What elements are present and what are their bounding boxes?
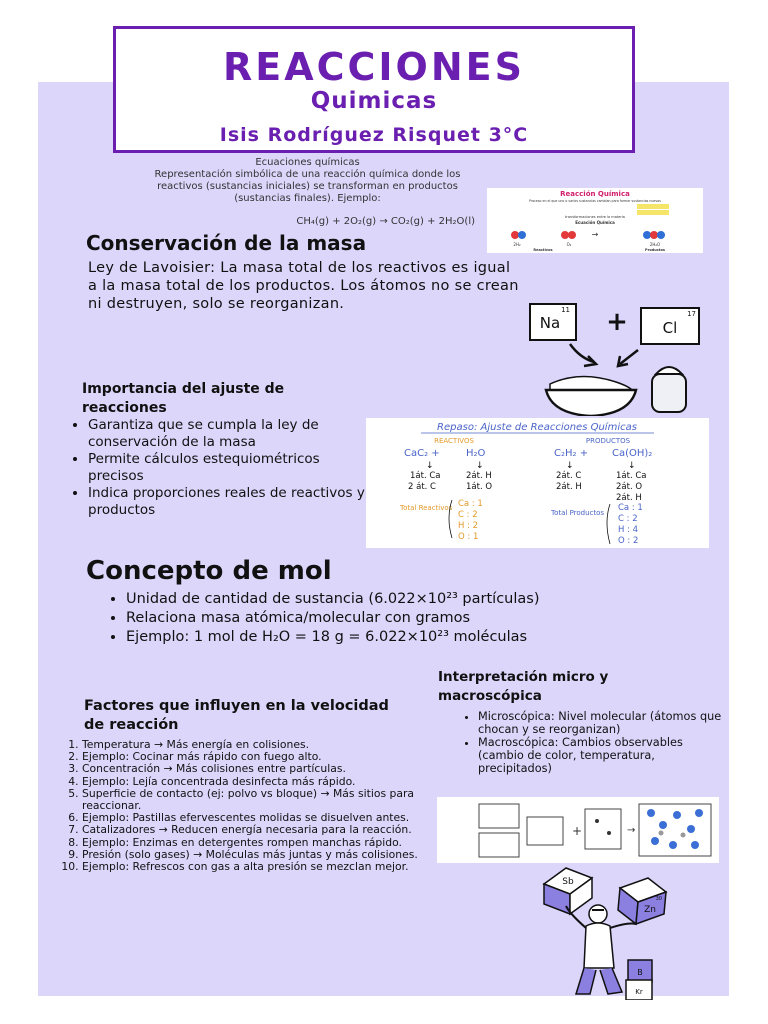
list-item: 3. Concentración → Más colisiones entre partículas. bbox=[82, 763, 437, 775]
list-item: • Indica proporciones reales de reactivos y productos bbox=[88, 485, 368, 519]
repaso-title: Repaso: Ajuste de Reacciones Químicas bbox=[437, 422, 637, 433]
infographic-equation-label: Ecuación Química bbox=[575, 220, 615, 225]
repaso-reactivos: REACTIVOS bbox=[434, 437, 474, 445]
svg-text:↓: ↓ bbox=[628, 461, 636, 471]
lab-coat bbox=[584, 923, 614, 968]
interpretation-heading: Interpretación micro y macroscópica bbox=[438, 669, 609, 704]
list-item: • Relaciona masa atómica/molecular con gramos bbox=[126, 609, 696, 627]
importance-list bbox=[70, 417, 368, 519]
list-item: • Ejemplo: 1 mol de H₂O = 18 g = 6.022×10²³ moléculas bbox=[126, 628, 696, 646]
svg-text:O : 2: O : 2 bbox=[618, 536, 639, 546]
infographic-m2: O₂ bbox=[566, 242, 572, 247]
infographic-caption: transformaciones entre la materia bbox=[565, 215, 625, 219]
repaso-r1: CaC₂ + bbox=[404, 448, 440, 459]
kr-cube bbox=[626, 980, 652, 1000]
svg-text:2át. H: 2át. H bbox=[616, 493, 642, 503]
zn-symbol: Zn bbox=[644, 905, 656, 915]
infographic-m1: 2H₂ bbox=[513, 242, 521, 247]
sb-symbol: Sb bbox=[562, 877, 574, 887]
bowl-icon bbox=[546, 390, 636, 416]
zn-cube bbox=[618, 878, 666, 924]
repaso-total-reactivos: Total Reactivos bbox=[400, 504, 453, 512]
micro-macro-image bbox=[437, 797, 719, 863]
list-item: • Permite cálculos estequiométricos precisos bbox=[88, 451, 368, 485]
infographic-m3: 2H₂O bbox=[649, 242, 661, 247]
list-item: • Unidad de cantidad de sustancia (6.022×10²³ partículas) bbox=[126, 590, 596, 608]
b-cube bbox=[628, 960, 652, 982]
list-item: • Macroscópica: Cambios observables (cambio de color, temperatura, precipitados) bbox=[478, 736, 724, 775]
svg-text:Ca : 1: Ca : 1 bbox=[618, 503, 643, 513]
list-item: • Garantiza que se cumpla la ley de conservación de la masa bbox=[88, 417, 368, 451]
sodium-tile bbox=[530, 304, 576, 340]
svg-text:2át. O: 2át. O bbox=[616, 482, 643, 492]
conservation-heading: Conservación de la masa bbox=[86, 231, 367, 255]
conservation-text: Ley de Lavoisier: La masa total de los reactivos es igual a la masa total de los productos. Los átomos no se crean ni destruyen, solo se reorganizan. bbox=[88, 260, 519, 312]
repaso-r2: H₂O bbox=[466, 448, 486, 459]
sb-cube bbox=[544, 868, 592, 914]
repaso-p1: C₂H₂ + bbox=[554, 448, 589, 459]
svg-text:↓: ↓ bbox=[426, 461, 434, 471]
chlorine-symbol: Cl bbox=[662, 319, 678, 337]
salt-illustration bbox=[520, 296, 720, 416]
svg-text:Ca : 1: Ca : 1 bbox=[458, 499, 483, 509]
svg-text:H : 2: H : 2 bbox=[458, 521, 479, 531]
infographic-title: Reacción Química bbox=[560, 190, 630, 198]
repaso-total-productos: Total Productos bbox=[551, 509, 605, 517]
salt-shaker-icon bbox=[652, 374, 686, 412]
svg-text:2át. H: 2át. H bbox=[466, 471, 492, 481]
list-item: 2. Ejemplo: Cocinar más rápido con fuego alto. bbox=[82, 751, 437, 763]
svg-text:C : 2: C : 2 bbox=[458, 510, 478, 520]
chlorine-tile bbox=[641, 308, 699, 344]
scientist-illustration bbox=[536, 864, 686, 1000]
svg-text:H : 4: H : 4 bbox=[618, 525, 639, 535]
svg-text:1át. O: 1át. O bbox=[466, 482, 493, 492]
intro-block bbox=[140, 157, 475, 228]
intro-text: Representación simbólica de una reacción química donde los reactivos (sustancias iniciales) se transforman en productos (sustancias finales). Ejemplo: bbox=[154, 169, 461, 204]
mol-list bbox=[108, 590, 696, 647]
intro-heading: Ecuaciones químicas bbox=[255, 157, 360, 168]
list-item: 10. Ejemplo: Refrescos con gas a alta presión se mezclan mejor. bbox=[82, 861, 437, 873]
svg-text:O : 1: O : 1 bbox=[458, 532, 479, 542]
infographic-svg bbox=[487, 188, 703, 253]
kr-symbol: Kr bbox=[635, 988, 643, 996]
scientist-head bbox=[589, 905, 607, 923]
salt-pile bbox=[550, 376, 632, 390]
list-item: 8. Ejemplo: Enzimas en detergentes rompen manchas rápido. bbox=[82, 837, 437, 849]
repaso-productos: PRODUCTOS bbox=[585, 437, 631, 445]
list-item: 7. Catalizadores → Reducen energía necesaria para la reacción. bbox=[82, 824, 437, 836]
arrow-right-icon bbox=[620, 350, 638, 364]
svg-text:↓: ↓ bbox=[476, 461, 484, 471]
svg-text:2 át. C: 2 át. C bbox=[408, 482, 436, 492]
page-subtitle: Quimicas bbox=[310, 88, 438, 114]
svg-text:2át. H: 2át. H bbox=[556, 482, 582, 492]
svg-text:↓: ↓ bbox=[566, 461, 574, 471]
list-item: 9. Presión (solo gases) → Moléculas más juntas y más colisiones. bbox=[82, 849, 437, 861]
reaction-infographic bbox=[487, 188, 703, 253]
svg-text:30: 30 bbox=[655, 896, 662, 902]
repaso-svg bbox=[366, 418, 709, 548]
b-symbol: B bbox=[637, 968, 643, 977]
list-item: 1. Temperatura → Más energía en colisiones. bbox=[82, 739, 437, 751]
intro-equation: CH₄(g) + 2O₂(g) → CO₂(g) + 2H₂O(l) bbox=[296, 216, 475, 227]
factors-list bbox=[52, 739, 437, 873]
list-item: • Microscópica: Nivel molecular (átomos que chocan y se reorganizan) bbox=[478, 710, 724, 736]
chlorine-number: 17 bbox=[687, 310, 696, 318]
interpretation-list bbox=[460, 710, 724, 775]
title-box bbox=[113, 26, 635, 153]
mol-heading: Concepto de mol bbox=[86, 556, 332, 586]
sodium-symbol: Na bbox=[539, 314, 561, 332]
page-title: REACCIONES bbox=[223, 45, 525, 89]
sodium-number: 11 bbox=[561, 306, 570, 314]
list-item: 6. Ejemplo: Pastillas efervescentes molidas se disuelven antes. bbox=[82, 812, 437, 824]
svg-text:1át. Ca: 1át. Ca bbox=[616, 471, 647, 481]
list-item: 4. Ejemplo: Lejía concentrada desinfecta más rápido. bbox=[82, 776, 437, 788]
svg-text:2át. C: 2át. C bbox=[556, 471, 582, 481]
list-item: 5. Superficie de contacto (ej: polvo vs bloque) → Más sitios para reaccionar. bbox=[82, 788, 437, 812]
svg-text:C : 2: C : 2 bbox=[618, 514, 638, 524]
importance-heading: Importancia del ajuste de reacciones bbox=[82, 381, 285, 416]
svg-text:+: + bbox=[571, 824, 583, 838]
plus-sign: + bbox=[606, 307, 628, 337]
svg-text:1át. Ca: 1át. Ca bbox=[410, 471, 441, 481]
infographic-subtitle: Proceso en el que uno o varios sustancias cambian para formar sustancias nuevas bbox=[529, 199, 661, 203]
repaso-card bbox=[366, 418, 709, 548]
infographic-productos: Productos bbox=[645, 248, 665, 252]
infographic-reactivos: Reactivos bbox=[533, 248, 553, 252]
author-line: Isis Rodríguez Risquet 3°C bbox=[219, 124, 529, 146]
svg-text:→: → bbox=[591, 230, 599, 239]
repaso-p2: Ca(OH)₂ bbox=[612, 448, 653, 459]
factors-heading: Factores que influyen en la velocidad de reacción bbox=[84, 698, 389, 733]
svg-text:→: → bbox=[627, 825, 636, 836]
